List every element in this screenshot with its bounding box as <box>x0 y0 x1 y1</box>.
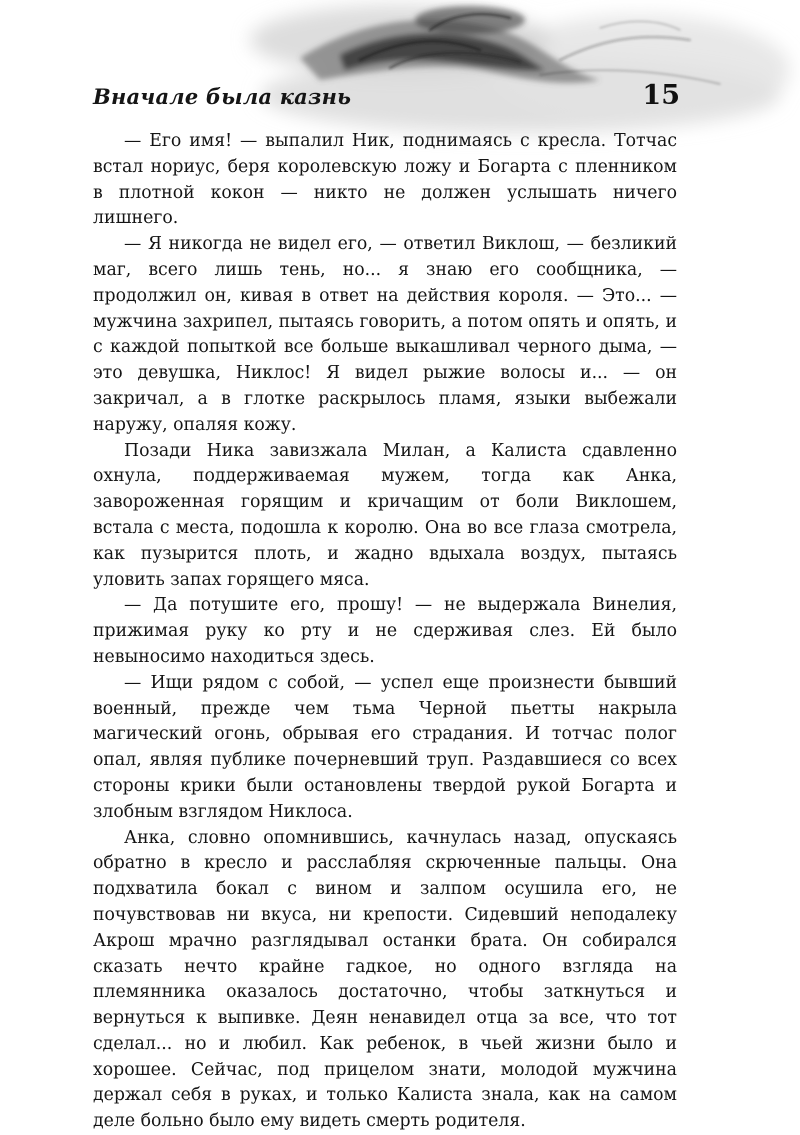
page-number: 15 <box>642 80 680 111</box>
paragraph: — Я никогда не видел его, — ответил Виклош, — безликий маг, всего лишь тень, но... я знаю его сообщника, — продолжил он, кивая в ответ на действия короля. — Это... — мужчина захрипел, пытаясь говорить, а потом опять и опять, и с каждой попыткой все больше выкашливал черного дыма, — это девушка, Никлос! Я видел рыжие волосы и... — он закричал, а в глотке раскрылось пламя, языки выбежали наружу, опаляя кожу. <box>93 234 677 435</box>
paragraph: — Ищи рядом с собой, — успел еще произнести бывший военный, прежде чем тьма Черной пьетты накрыла магический огонь, обрывая его страдания. И тотчас полог опал, являя публике почерневший труп. Раздавшиеся со всех стороны крики были остановлены твердой рукой Богарта и злобным взглядом Никлоса. <box>93 672 677 822</box>
paragraph: — Да потушите его, прошу! — не выдержала Винелия, прижимая руку ко рту и не сдерживая слез. Ей было невыносимо находиться здесь. <box>93 595 677 667</box>
paragraph: Позади Ника завизжала Милан, а Калиста сдавленно охнула, поддерживаемая мужем, тогда как Анка, завороженная горящим и кричащим от боли Виклошем, встала с места, подошла к королю. Она во все глаза смотрела, как пузырится плоть, и жадно вдыхала воздух, пытаясь уловить запах горящего мяса. <box>93 440 677 590</box>
paragraph: Анка, словно опомнившись, качнулась назад, опускаясь обратно в кресло и расслабляя скрюченные пальцы. Она подхватила бокал с вином и залпом осушила его, не почувствовав ни вкуса, ни крепости. Сидевший неподалеку Акрош мрачно разглядывал останки брата. Он собирался сказать нечто крайне гадкое, но одного взгляда на племянника оказалось достаточно, чтобы заткнуться и вернуться к выпивке. Деян ненавидел отца за все, что тот сделал... но и любил. Как ребенок, в чьей жизни было и хорошее. Сейчас, под прицелом знати, молодой мужчина держал себя в руках, и только Калиста знала, как на самом деле больно было ему видеть смерть родителя. <box>93 827 677 1132</box>
body-text <box>93 129 677 1135</box>
running-title: Вначале была казнь <box>93 84 352 109</box>
paragraph: — Его имя! — выпалил Ник, поднимаясь с кресла. Тотчас встал нориус, беря королевскую ложу и Богарта с пленником в плотной кокон — никто не должен услышать ничего лишнего. <box>93 131 677 229</box>
